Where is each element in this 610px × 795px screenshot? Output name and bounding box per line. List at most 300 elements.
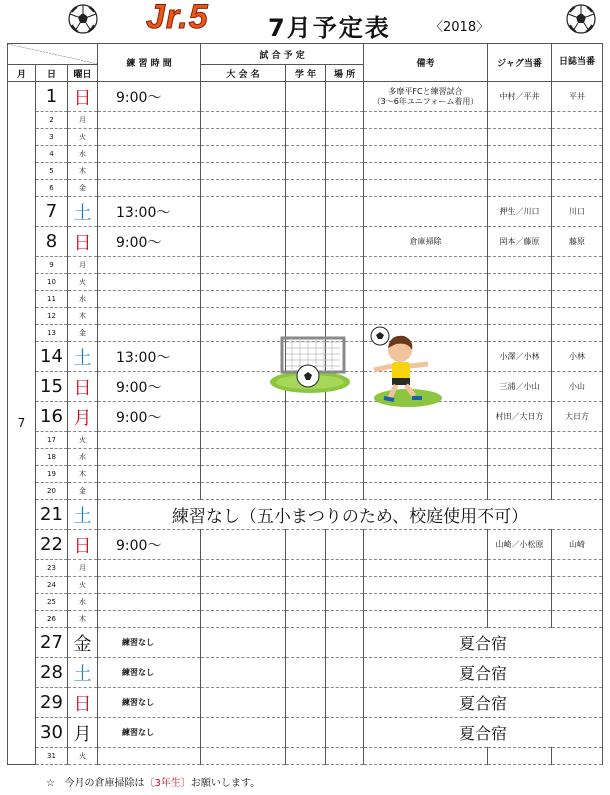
practice-time-cell [98, 432, 201, 449]
weekday-cell: 土 [68, 658, 98, 688]
day-cell: 24 [36, 577, 68, 594]
grade-cell [286, 180, 326, 197]
notes-cell [364, 432, 488, 449]
venue-cell [326, 180, 364, 197]
col-day: 日 [36, 65, 68, 82]
tournament-cell [201, 688, 286, 718]
grade-cell [286, 257, 326, 274]
diary-duty-cell [552, 291, 603, 308]
table-row [8, 483, 603, 500]
grade-cell [286, 146, 326, 163]
notes-cell [364, 560, 488, 577]
weekday-cell: 木 [68, 466, 98, 483]
grade-cell [286, 432, 326, 449]
jug-duty-cell [488, 748, 552, 765]
jug-duty-cell [488, 577, 552, 594]
practice-time-cell [98, 483, 201, 500]
tournament-cell [201, 530, 286, 560]
notes-cell: 倉庫掃除 [364, 227, 488, 257]
venue-cell [326, 432, 364, 449]
tournament-cell [201, 163, 286, 180]
jug-duty-cell [488, 594, 552, 611]
day-cell: 7 [36, 197, 68, 227]
day-cell: 2 [36, 112, 68, 129]
venue-cell [326, 82, 364, 112]
diary-duty-cell: 大日方 [552, 402, 603, 432]
soccer-ball-icon [566, 4, 596, 34]
footer-text-before: 今月の倉庫掃除は [64, 778, 145, 789]
practice-time-cell: 9:00～ [98, 82, 201, 112]
tournament-cell [201, 274, 286, 291]
venue-cell [326, 658, 364, 688]
tournament-cell [201, 483, 286, 500]
weekday-cell: 水 [68, 594, 98, 611]
diary-duty-cell [552, 308, 603, 325]
venue-cell [326, 129, 364, 146]
notes-cell [364, 466, 488, 483]
venue-cell [326, 146, 364, 163]
tournament-cell [201, 594, 286, 611]
col-venue: 場 所 [326, 65, 364, 82]
practice-time-cell [98, 291, 201, 308]
table-row [8, 129, 603, 146]
diary-duty-cell [552, 748, 603, 765]
diary-duty-cell [552, 577, 603, 594]
table-row [8, 180, 603, 197]
grade-cell [286, 129, 326, 146]
notes-cell [364, 594, 488, 611]
practice-time-cell [98, 257, 201, 274]
diary-duty-cell: 山崎 [552, 530, 603, 560]
day-cell: 12 [36, 308, 68, 325]
weekday-cell: 金 [68, 325, 98, 342]
diary-duty-cell [552, 163, 603, 180]
grade-cell [286, 308, 326, 325]
tournament-cell [201, 748, 286, 765]
weekday-cell: 火 [68, 129, 98, 146]
footer-highlight: 〔3年生〕 [144, 778, 191, 789]
notes-cell [364, 577, 488, 594]
jug-duty-cell [488, 163, 552, 180]
tournament-cell [201, 197, 286, 227]
practice-time-cell [98, 611, 201, 628]
tournament-cell [201, 146, 286, 163]
practice-time-cell [98, 449, 201, 466]
jug-duty-cell [488, 129, 552, 146]
tournament-cell [201, 466, 286, 483]
diary-duty-cell [552, 611, 603, 628]
venue-cell [326, 308, 364, 325]
weekday-cell: 日 [68, 530, 98, 560]
day-cell: 23 [36, 560, 68, 577]
day-cell: 3 [36, 129, 68, 146]
practice-time-cell: 練習なし [98, 688, 201, 718]
notes-cell: 多摩平FCと練習試合 （3～6年ユニフォーム着用） [364, 82, 488, 112]
jug-duty-cell [488, 308, 552, 325]
table-row [8, 291, 603, 308]
table-row [8, 658, 603, 688]
day-cell: 20 [36, 483, 68, 500]
diary-duty-cell [552, 466, 603, 483]
practice-time-cell [98, 325, 201, 342]
notes-cell [364, 483, 488, 500]
col-tournament: 大 会 名 [201, 65, 286, 82]
day-cell: 29 [36, 688, 68, 718]
tournament-cell [201, 308, 286, 325]
jug-duty-cell [488, 274, 552, 291]
day-cell: 22 [36, 530, 68, 560]
table-row [8, 628, 603, 658]
camp-cell: 夏合宿 [364, 688, 603, 718]
day-cell: 11 [36, 291, 68, 308]
jug-duty-cell: 岡本／藤原 [488, 227, 552, 257]
col-weekday: 曜日 [68, 65, 98, 82]
jug-duty-cell: 三浦／小山 [488, 372, 552, 402]
jug-duty-cell: 中村／平井 [488, 82, 552, 112]
col-month: 月 [8, 65, 36, 82]
grade-cell [286, 594, 326, 611]
table-row [8, 274, 603, 291]
grade-cell [286, 688, 326, 718]
venue-cell [326, 748, 364, 765]
jug-duty-cell [488, 449, 552, 466]
table-row [8, 308, 603, 325]
weekday-cell: 火 [68, 577, 98, 594]
notes-cell [364, 274, 488, 291]
practice-time-cell [98, 274, 201, 291]
jug-duty-cell [488, 560, 552, 577]
table-row [8, 227, 603, 257]
practice-time-cell [98, 560, 201, 577]
grade-cell [286, 748, 326, 765]
day-cell: 1 [36, 82, 68, 112]
soccer-illustration [268, 326, 448, 410]
notes-cell [364, 530, 488, 560]
soccer-goal-icon [270, 338, 350, 393]
day-cell: 14 [36, 342, 68, 372]
title-year: 〈2018〉 [430, 20, 490, 35]
jug-duty-cell: 村田／大日方 [488, 402, 552, 432]
weekday-cell: 土 [68, 197, 98, 227]
grade-cell [286, 274, 326, 291]
practice-time-cell [98, 129, 201, 146]
grade-cell [286, 227, 326, 257]
table-row [8, 530, 603, 560]
notes-cell [364, 611, 488, 628]
practice-time-cell: 13:00～ [98, 197, 201, 227]
venue-cell [326, 466, 364, 483]
table-row [8, 718, 603, 748]
diary-duty-cell [552, 432, 603, 449]
grade-cell [286, 82, 326, 112]
diary-duty-cell [552, 146, 603, 163]
weekday-cell: 月 [68, 112, 98, 129]
soccer-ball-icon [68, 4, 98, 34]
venue-cell [326, 257, 364, 274]
table-row [8, 112, 603, 129]
tournament-cell [201, 180, 286, 197]
diary-duty-cell [552, 129, 603, 146]
notes-cell [364, 163, 488, 180]
table-row [8, 748, 603, 765]
practice-time-cell [98, 308, 201, 325]
jug-duty-cell [488, 432, 552, 449]
notes-cell [364, 449, 488, 466]
venue-cell [326, 449, 364, 466]
tournament-cell [201, 82, 286, 112]
practice-time-cell: 13:00～ [98, 342, 201, 372]
jug-duty-cell: 押生／川口 [488, 197, 552, 227]
practice-time-cell [98, 180, 201, 197]
diary-duty-cell [552, 274, 603, 291]
day-cell: 17 [36, 432, 68, 449]
venue-cell [326, 291, 364, 308]
venue-cell [326, 560, 364, 577]
col-match: 試 合 予 定 [201, 44, 364, 65]
jug-duty-cell [488, 325, 552, 342]
weekday-cell: 日 [68, 688, 98, 718]
diary-duty-cell [552, 257, 603, 274]
practice-time-cell [98, 748, 201, 765]
jug-duty-cell [488, 180, 552, 197]
weekday-cell: 水 [68, 146, 98, 163]
weekday-cell: 土 [68, 500, 98, 530]
notes-cell [364, 308, 488, 325]
table-row [8, 500, 603, 530]
table-row [8, 611, 603, 628]
practice-time-cell [98, 466, 201, 483]
day-cell: 5 [36, 163, 68, 180]
venue-cell [326, 688, 364, 718]
tournament-cell [201, 227, 286, 257]
camp-cell: 夏合宿 [364, 628, 603, 658]
practice-time-cell: 9:00～ [98, 372, 201, 402]
diary-duty-cell [552, 449, 603, 466]
venue-cell [326, 483, 364, 500]
jug-duty-cell [488, 483, 552, 500]
weekday-cell: 火 [68, 274, 98, 291]
weekday-cell: 日 [68, 82, 98, 112]
diary-duty-cell: 藤原 [552, 227, 603, 257]
tournament-cell [201, 611, 286, 628]
table-row [8, 163, 603, 180]
weekday-cell: 金 [68, 628, 98, 658]
grade-cell [286, 197, 326, 227]
day-cell: 9 [36, 257, 68, 274]
venue-cell [326, 611, 364, 628]
diary-duty-cell [552, 594, 603, 611]
tournament-cell [201, 432, 286, 449]
table-row [8, 577, 603, 594]
weekday-cell: 金 [68, 180, 98, 197]
practice-time-cell: 9:00～ [98, 530, 201, 560]
weekday-cell: 木 [68, 308, 98, 325]
grade-cell [286, 163, 326, 180]
jug-duty-cell: 小澤／小林 [488, 342, 552, 372]
tournament-cell [201, 257, 286, 274]
grade-cell [286, 449, 326, 466]
tournament-cell [201, 560, 286, 577]
venue-cell [326, 227, 364, 257]
table-row [8, 82, 603, 112]
day-cell: 31 [36, 748, 68, 765]
weekday-cell: 月 [68, 560, 98, 577]
practice-time-cell: 練習なし [98, 718, 201, 748]
notes-cell [364, 291, 488, 308]
camp-cell: 夏合宿 [364, 658, 603, 688]
table-row [8, 594, 603, 611]
weekday-cell: 月 [68, 402, 98, 432]
tournament-cell [201, 628, 286, 658]
notes-cell [364, 748, 488, 765]
diary-duty-cell [552, 112, 603, 129]
day-cell: 30 [36, 718, 68, 748]
jug-duty-cell [488, 466, 552, 483]
venue-cell [326, 112, 364, 129]
grade-cell [286, 718, 326, 748]
day-cell: 19 [36, 466, 68, 483]
tournament-cell [201, 658, 286, 688]
notes-cell [364, 180, 488, 197]
diary-duty-cell [552, 180, 603, 197]
venue-cell [326, 163, 364, 180]
day-cell: 27 [36, 628, 68, 658]
day-cell: 10 [36, 274, 68, 291]
practice-time-cell: 練習なし [98, 628, 201, 658]
practice-time-cell [98, 112, 201, 129]
grade-cell [286, 112, 326, 129]
col-diary: 日誌当番 [552, 44, 603, 82]
notes-cell [364, 112, 488, 129]
day-cell: 21 [36, 500, 68, 530]
col-grade: 学 年 [286, 65, 326, 82]
title-jr: Jr.5 [146, 0, 209, 36]
day-cell: 18 [36, 449, 68, 466]
day-cell: 6 [36, 180, 68, 197]
weekday-cell: 木 [68, 611, 98, 628]
weekday-cell: 水 [68, 291, 98, 308]
table-row [8, 688, 603, 718]
practice-time-cell [98, 577, 201, 594]
col-practice: 練 習 時 間 [98, 44, 201, 82]
venue-cell [326, 197, 364, 227]
notes-cell [364, 197, 488, 227]
header [0, 0, 610, 44]
venue-cell [326, 718, 364, 748]
table-row [8, 560, 603, 577]
notes-cell [364, 146, 488, 163]
day-cell: 15 [36, 372, 68, 402]
day-cell: 28 [36, 658, 68, 688]
footer-note [46, 774, 260, 789]
day-cell: 8 [36, 227, 68, 257]
venue-cell [326, 530, 364, 560]
table-row [8, 257, 603, 274]
weekday-cell: 水 [68, 449, 98, 466]
jug-duty-cell [488, 257, 552, 274]
weekday-cell: 金 [68, 483, 98, 500]
venue-cell [326, 577, 364, 594]
weekday-cell: 土 [68, 342, 98, 372]
soccer-player-icon [371, 327, 442, 407]
practice-time-cell [98, 163, 201, 180]
grade-cell [286, 530, 326, 560]
tournament-cell [201, 129, 286, 146]
tournament-cell [201, 449, 286, 466]
diary-duty-cell: 平井 [552, 82, 603, 112]
diary-duty-cell [552, 560, 603, 577]
weekday-cell: 火 [68, 432, 98, 449]
table-row [8, 466, 603, 483]
diary-duty-cell [552, 483, 603, 500]
no-practice-message: 練習なし（五小まつりのため、校庭使用不可） [98, 500, 603, 530]
grade-cell [286, 291, 326, 308]
table-row [8, 197, 603, 227]
grade-cell [286, 658, 326, 688]
diary-duty-cell: 川口 [552, 197, 603, 227]
practice-time-cell: 練習なし [98, 658, 201, 688]
tournament-cell [201, 112, 286, 129]
diary-duty-cell [552, 325, 603, 342]
jug-duty-cell [488, 146, 552, 163]
tournament-cell [201, 718, 286, 748]
jug-duty-cell [488, 112, 552, 129]
day-cell: 13 [36, 325, 68, 342]
notes-cell [364, 257, 488, 274]
grade-cell [286, 611, 326, 628]
practice-time-cell: 9:00～ [98, 402, 201, 432]
weekday-cell: 月 [68, 257, 98, 274]
grade-cell [286, 628, 326, 658]
weekday-cell: 月 [68, 718, 98, 748]
grade-cell [286, 483, 326, 500]
jug-duty-cell: 山崎／小松原 [488, 530, 552, 560]
camp-cell: 夏合宿 [364, 718, 603, 748]
table-row [8, 146, 603, 163]
col-jug: ジャグ当番 [488, 44, 552, 82]
tournament-cell [201, 291, 286, 308]
table-row [8, 449, 603, 466]
star-icon: ☆ [46, 778, 55, 789]
weekday-cell: 日 [68, 227, 98, 257]
venue-cell [326, 594, 364, 611]
day-cell: 25 [36, 594, 68, 611]
day-cell: 16 [36, 402, 68, 432]
tournament-cell [201, 577, 286, 594]
month-cell: 7 [8, 82, 36, 765]
practice-time-cell: 9:00～ [98, 227, 201, 257]
practice-time-cell [98, 146, 201, 163]
venue-cell [326, 274, 364, 291]
notes-cell [364, 129, 488, 146]
grade-cell [286, 466, 326, 483]
day-cell: 4 [36, 146, 68, 163]
day-cell: 26 [36, 611, 68, 628]
footer-text-after: お願いします。 [190, 778, 261, 789]
table-row [8, 432, 603, 449]
header-corner [8, 44, 98, 65]
weekday-cell: 火 [68, 748, 98, 765]
venue-cell [326, 628, 364, 658]
weekday-cell: 木 [68, 163, 98, 180]
page-title: 7月予定表 [268, 14, 391, 42]
weekday-cell: 日 [68, 372, 98, 402]
grade-cell [286, 577, 326, 594]
jug-duty-cell [488, 291, 552, 308]
grade-cell [286, 560, 326, 577]
jug-duty-cell [488, 611, 552, 628]
diary-duty-cell: 小林 [552, 342, 603, 372]
